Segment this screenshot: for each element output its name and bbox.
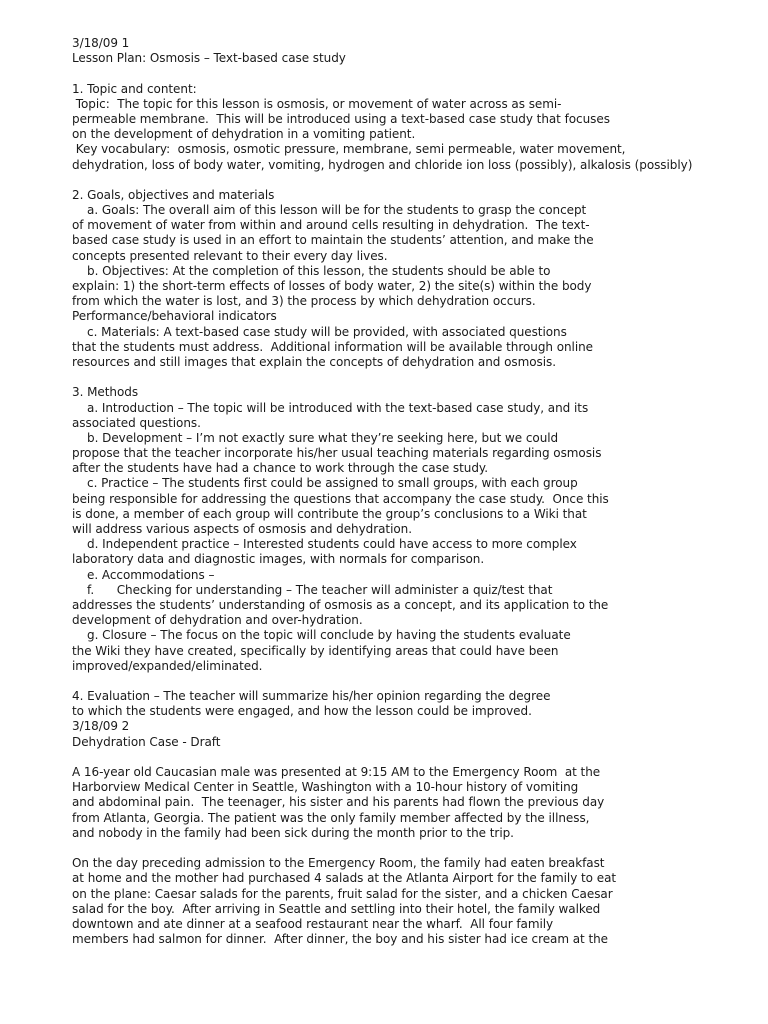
text-line: Lesson Plan: Osmosis – Text-based case study [72, 51, 346, 66]
text-line: resources and still images that explain the concepts of dehydration and osmosis. [72, 354, 556, 369]
blank-line [72, 173, 762, 188]
text-line: Dehydration Case - Draft [72, 734, 221, 749]
text-line: c. Materials: A text-based case study will be provided, with associated questions [72, 324, 567, 339]
text-line: Key vocabulary: osmosis, osmotic pressure, membrane, semi permeable, water movement, [72, 142, 626, 157]
text-line: 4. Evaluation – The teacher will summarize his/her opinion regarding the degree [72, 689, 551, 704]
text-line: after the students have had a chance to work through the case study. [72, 461, 488, 476]
text-line: b. Development – I’m not exactly sure what they’re seeking here, but we could [72, 430, 559, 445]
text-line: being responsible for addressing the questions that accompany the case study. Once this [72, 491, 609, 506]
text-line: 3/18/09 1 [72, 36, 130, 50]
text-line: A 16-year old Caucasian male was presented at 9:15 AM to the Emergency Room at the [72, 765, 601, 779]
text-line: from which the water is lost, and 3) the process by which dehydration occurs. [72, 294, 536, 309]
text-line: associated questions. [72, 415, 201, 430]
text-line: on the plane: Caesar salads for the parents, fruit salad for the sister, and a chicken Caesar [72, 886, 613, 901]
text-line: e. Accommodations – [72, 567, 215, 582]
text-line: of movement of water from within and around cells resulting in dehydration. The text- [72, 218, 590, 233]
text-line: improved/expanded/eliminated. [72, 658, 263, 673]
text-line: g. Closure – The focus on the topic will conclude by having the students evaluate [72, 628, 571, 643]
text-line: c. Practice – The students first could be assigned to small groups, with each group [72, 476, 578, 491]
text-line: downtown and ate dinner at a seafood restaurant near the wharf. All four family [72, 916, 554, 931]
text-line: salad for the boy. After arriving in Seattle and settling into their hotel, the family walked [72, 901, 601, 916]
text-line: members had salmon for dinner. After dinner, the boy and his sister had ice cream at the [72, 932, 609, 947]
text-line: from Atlanta, Georgia. The patient was the only family member affected by the illness, [72, 810, 590, 825]
text-line: on the development of dehydration in a vomiting patient. [72, 127, 416, 142]
text-line: 3/18/09 2 [72, 719, 130, 734]
text-line: permeable membrane. This will be introduced using a text-based case study that focuses [72, 111, 610, 126]
text-line: and nobody in the family had been sick during the month prior to the trip. [72, 825, 514, 840]
text-line: development of dehydration and over-hydration. [72, 613, 363, 628]
text-line: Harborview Medical Center in Seattle, Washington with a 10-hour history of vomiting [72, 780, 579, 795]
blank-line [72, 841, 762, 856]
text-line: Topic: The topic for this lesson is osmosis, or movement of water across as semi- [72, 96, 562, 111]
text-line: Performance/behavioral indicators [72, 309, 277, 324]
blank-line [72, 750, 762, 765]
text-line: explain: 1) the short-term effects of losses of body water, 2) the site(s) within the body [72, 279, 592, 293]
text-line: is done, a member of each group will contribute the group’s conclusions to a Wiki that [72, 506, 587, 521]
text-line: b. Objectives: At the completion of this lesson, the students should be able to [72, 263, 551, 278]
text-line: at home and the mother had purchased 4 salads at the Atlanta Airport for the family to eat [72, 871, 617, 886]
text-line: 3. Methods [72, 385, 139, 400]
text-line: dehydration, loss of body water, vomiting, hydrogen and chloride ion loss (possibly), alkalosis (possibly) [72, 157, 693, 172]
text-line: that the students must address. Additional information will be available through online [72, 339, 594, 354]
blank-line [72, 370, 762, 385]
document-body [72, 36, 762, 947]
text-line: the Wiki they have created, specifically by identifying areas that could have been [72, 643, 559, 658]
text-line: 2. Goals, objectives and materials [72, 187, 275, 202]
blank-line [72, 674, 762, 689]
text-line: to which the students were engaged, and how the lesson could be improved. [72, 704, 532, 719]
blank-line [72, 66, 762, 81]
text-line: concepts presented relevant to their every day lives. [72, 248, 388, 263]
text-line: addresses the students’ understanding of osmosis as a concept, and its application to the [72, 597, 609, 612]
text-line: will address various aspects of osmosis and dehydration. [72, 522, 412, 536]
text-line: propose that the teacher incorporate his/her usual teaching materials regarding osmosis [72, 446, 602, 461]
text-line: a. Goals: The overall aim of this lesson will be for the students to grasp the concept [72, 203, 587, 218]
text-line: 1. Topic and content: [72, 81, 197, 96]
text-line: f. Checking for understanding – The teacher will administer a quiz/test that [72, 582, 553, 597]
text-line: laboratory data and diagnostic images, with normals for comparison. [72, 552, 485, 567]
text-line: based case study is used in an effort to maintain the students’ attention, and make the [72, 233, 594, 248]
text-line: On the day preceding admission to the Emergency Room, the family had eaten breakfast [72, 856, 605, 871]
text-line: and abdominal pain. The teenager, his sister and his parents had flown the previous day [72, 795, 605, 810]
text-line: a. Introduction – The topic will be introduced with the text-based case study, and its [72, 400, 589, 415]
text-line: d. Independent practice – Interested students could have access to more complex [72, 537, 577, 552]
